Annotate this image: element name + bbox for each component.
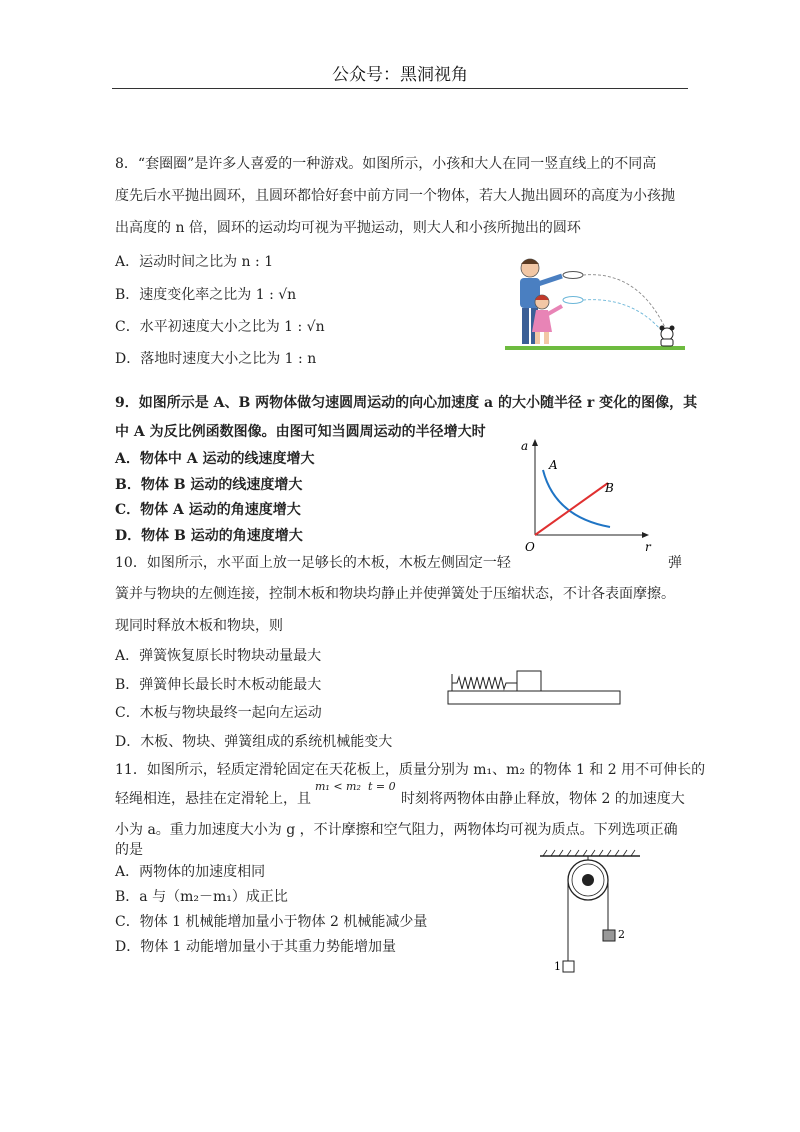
page-header-title: 公众号：黑洞视角 xyxy=(332,65,468,85)
mass-2-label: 2 xyxy=(618,928,625,941)
q10-option-b: B．弹簧伸长最长时木板动能最大 xyxy=(115,677,322,693)
q10-stem-line2: 簧并与物块的左侧连接，控制木板和物块均静止并使弹簧处于压缩状态，不计各表面摩擦。 xyxy=(115,586,675,602)
curve-a-label: A xyxy=(549,458,558,472)
q11-option-b: B．a 与（m₂－m₁）成正比 xyxy=(115,889,288,905)
mass-2 xyxy=(603,930,615,941)
q11-option-c: C．物体 1 机械能增加量小于物体 2 机械能减少量 xyxy=(115,914,428,930)
q11-condition-time: t = 0 xyxy=(368,780,396,793)
header-divider xyxy=(112,88,688,89)
q10-stem-line1: 10．如图所示，水平面上放一足够长的木板，木板左侧固定一轻 xyxy=(115,555,511,571)
q10-option-a: A．弹簧恢复原长时物块动量最大 xyxy=(115,648,322,664)
q11-stem-line2b: 时刻将两物体由静止释放，物体 2 的加速度大 xyxy=(401,791,685,807)
q8-ring-toss-illustration xyxy=(500,250,690,355)
board xyxy=(448,691,620,704)
q9-stem-line1: 9．如图所示是 A、B 两物体做匀速圆周运动的向心加速度 a 的大小随半径 r 变化的图像，其 xyxy=(115,395,698,411)
q9-stem-line2: 中 A 为反比例函数图像。由图可知当圆周运动的半径增大时 xyxy=(115,424,486,440)
q11-option-a: A．两物体的加速度相同 xyxy=(115,864,266,880)
q10-spring-block-board-diagram xyxy=(445,666,625,708)
line-b-label: B xyxy=(605,481,614,495)
q10-option-d: D．木板、物块、弹簧组成的系统机械能变大 xyxy=(115,734,393,750)
q8-stem-line1: 8．“套圈圈”是许多人喜爱的一种游戏。如图所示，小孩和大人在同一竖直线上的不同高 xyxy=(115,156,657,172)
origin-label: O xyxy=(525,540,535,554)
q11-option-d: D．物体 1 动能增加量小于其重力势能增加量 xyxy=(115,939,397,955)
y-axis-label: a xyxy=(521,439,529,453)
mass-1-label: 1 xyxy=(554,960,561,973)
q11-stem-line3: 小为 a。重力加速度大小为 g ，不计摩擦和空气阻力，两物体均可视为质点。下列选项正确 xyxy=(115,822,678,838)
q10-stem-line1-tail: 弹 xyxy=(668,555,682,571)
q9-option-a: A．物体中 A 运动的线速度增大 xyxy=(115,451,315,467)
mass-1 xyxy=(563,961,574,972)
spring xyxy=(452,677,517,689)
q11-pulley-diagram xyxy=(535,850,645,975)
q8-option-b: B．速度变化率之比为 1 : √n xyxy=(115,287,297,303)
q9-option-d: D．物体 B 运动的角速度增大 xyxy=(115,528,303,544)
q8-option-c: C．水平初速度大小之比为 1 : √n xyxy=(115,319,325,335)
q8-stem-line2: 度先后水平抛出圆环，且圆环都恰好套中前方同一个物体，若大人抛出圆环的高度为小孩抛 xyxy=(115,188,675,204)
q11-stem-line2a: 轻绳相连，悬挂在定滑轮上，且 xyxy=(115,791,311,807)
block xyxy=(517,671,541,691)
q10-stem-line3: 现同时释放木板和物块，则 xyxy=(115,618,283,634)
q9-a-r-graph xyxy=(515,435,665,555)
q11-stem-line4: 的是 xyxy=(115,842,143,858)
q9-option-c: C．物体 A 运动的角速度增大 xyxy=(115,502,301,518)
q11-condition-mass: m₁ < m₂ xyxy=(315,780,361,793)
q8-option-d: D．落地时速度大小之比为 1 : n xyxy=(115,351,317,367)
x-axis-label: r xyxy=(645,540,651,554)
q8-option-a: A．运动时间之比为 n : 1 xyxy=(115,254,274,270)
curve-a xyxy=(543,470,610,527)
q11-stem-line1: 11．如图所示，轻质定滑轮固定在天花板上，质量分别为 m₁、m₂ 的物体 1 和 2 用不可伸长的 xyxy=(115,762,706,778)
q9-option-b: B．物体 B 运动的线速度增大 xyxy=(115,477,303,493)
q10-option-c: C．木板与物块最终一起向左运动 xyxy=(115,705,322,721)
line-b xyxy=(535,483,608,535)
q8-stem-line3: 出高度的 n 倍，圆环的运动均可视为平抛运动，则大人和小孩所抛出的圆环 xyxy=(115,220,581,236)
